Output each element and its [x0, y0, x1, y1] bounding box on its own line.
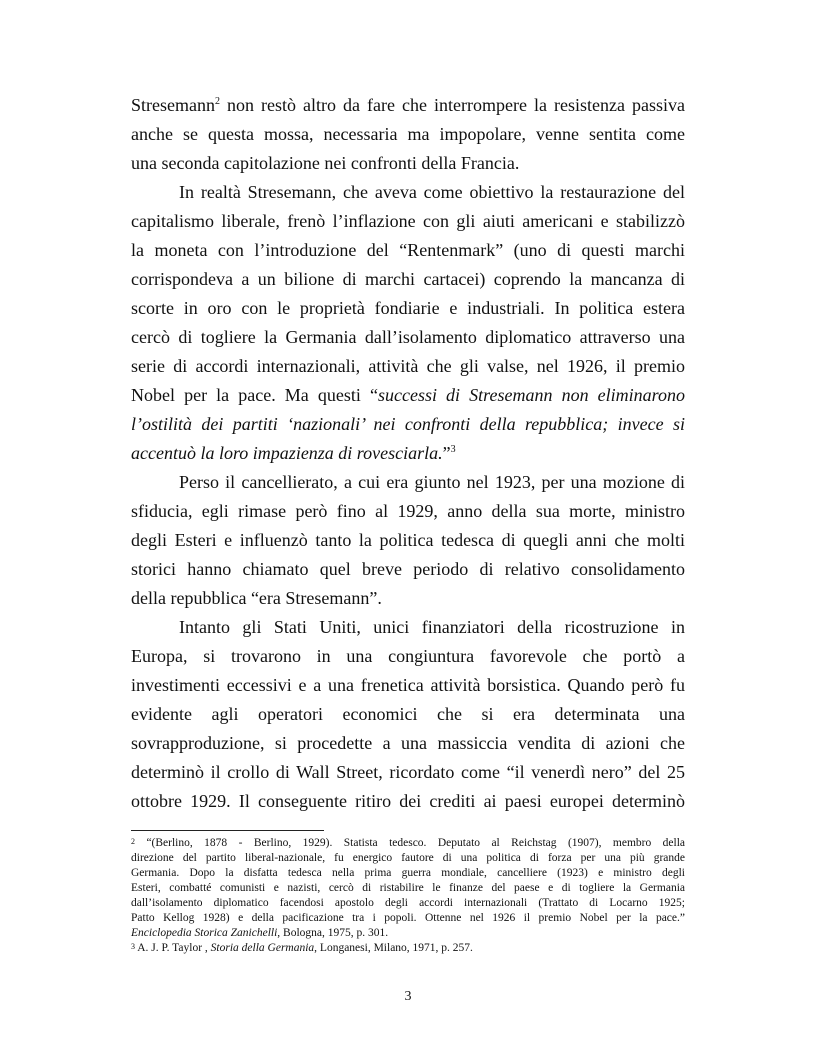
- text-line-17: storici hanno chiamato quel breve periodo di relativo consolidamento: [131, 559, 685, 579]
- text-line-14: Perso il cancellierato, a cui era giunto nel 1923, per una mozione di: [179, 472, 685, 492]
- footnote-3-mark: 3: [131, 942, 135, 951]
- footnote-2-line-1: [131, 836, 685, 851]
- line-11-plain: Nobel per la pace. Ma questi “: [131, 385, 378, 405]
- footnote-2-line-3: Germania. Dopo la disfatta tedesca nella prima guerra mondiale, cancelliere (1923) e ministro degli: [131, 867, 685, 879]
- text-line-22: evidente agli operatori economici che si era determinata una: [131, 704, 685, 724]
- text-line-13: [131, 442, 685, 464]
- text-line-16: degli Esteri e influenzò tanto la politica tedesca di quegli anni che molti: [131, 530, 685, 550]
- text-line-23: sovrapproduzione, si procedette a una massiccia vendita di azioni che: [131, 733, 685, 753]
- footnote-ref-2[interactable]: 2: [214, 96, 220, 107]
- text-line-10: serie di accordi internazionali, attività che gli valse, nel 1926, il premio: [131, 356, 685, 376]
- footnote-2-source-rest: , Bologna, 1975, p. 301.: [277, 927, 389, 939]
- quote-close: ”: [442, 443, 451, 463]
- footnote-2-text-1: “(Berlino, 1878 - Berlino, 1929). Statista tedesco. Deputato al Reichstag (1907), membro della: [146, 837, 686, 849]
- text-line-8: scorte in oro con le proprietà fondiarie e industriali. In politica estera: [131, 298, 685, 318]
- line-1-text: non restò altro da fare che interrompere la resistenza passiva: [227, 95, 686, 115]
- footnote-2-source-title: Enciclopedia Storica Zanichelli: [131, 927, 278, 939]
- text-line-15: sfiducia, egli rimase però fino al 1929, anno della sua morte, ministro: [131, 501, 685, 521]
- text-line-21: investimenti eccessivi e a una frenetica attività borsistica. Quando però fu: [131, 675, 685, 695]
- text-line-25: ottobre 1929. Il conseguente ritiro dei crediti ai paesi europei determinò: [131, 791, 685, 811]
- text-line-19: Intanto gli Stati Uniti, unici finanziatori della ricostruzione in: [179, 617, 685, 637]
- text-line-11: [131, 384, 685, 406]
- text-line-6: la moneta con l’introduzione del “Rentenmark” (uno di questi marchi: [131, 240, 685, 260]
- footnote-2-line-2: direzione del partito liberal-nazionale, fu energico fautore di una politica di forza per una più grande: [131, 852, 685, 864]
- text-line-5: capitalismo liberale, frenò l’inflazione con gli aiuti americani e stabilizzò: [131, 211, 685, 231]
- footnote-3-author: A. J. P. Taylor ,: [135, 942, 211, 954]
- footnote-3-title: Storia della Germania: [210, 942, 315, 954]
- text-line-20: Europa, si trovarono in una congiuntura favorevole che portò a: [131, 646, 685, 666]
- text-line-7: corrispondeva a un bilione di marchi cartacei) coprendo la mancanza di: [131, 269, 685, 289]
- text-line-24: determinò il crollo di Wall Street, ricordato come “il venerdì nero” del 25: [131, 762, 685, 782]
- text-line-3: una seconda capitolazione nei confronti della Francia.: [131, 153, 520, 173]
- footnote-ref-3[interactable]: 3: [450, 444, 456, 455]
- footnote-2-line-4: Esteri, combatté comunisti e nazisti, cercò di ristabilire le finanze del paese e di togliere la Germania: [131, 882, 685, 894]
- footnote-2-line-5: dall’isolamento diplomatico facendosi apostolo degli accordi internazionali (Trattato di Locarno 1925;: [131, 897, 685, 909]
- text-line-4: In realtà Stresemann, che aveva come obiettivo la restaurazione del: [179, 182, 685, 202]
- text-line-9: cercò di togliere la Germania dall’isolamento diplomatico attraverso una: [131, 327, 685, 347]
- footnote-2-line-7: [131, 926, 685, 941]
- footnote-3: [131, 941, 685, 956]
- footnote-separator: [131, 830, 324, 831]
- page-number: 3: [404, 989, 412, 1004]
- quote-italic-end: accentuò la loro impazienza di rovesciarla.: [131, 443, 443, 463]
- text-line-2: anche se questa mossa, necessaria ma impopolare, venne sentita come: [131, 124, 685, 144]
- footnote-2-mark: 2: [131, 837, 135, 846]
- text-line-12: l’ostilità dei partiti ‘nazionali’ nei confronti della repubblica; invece si: [131, 414, 685, 434]
- footnote-2-line-6: Patto Kellog 1928) e della pacificazione tra i popoli. Ottenne nel 1926 il premio Nobel per la pace.”: [131, 912, 685, 924]
- text-line-18: della repubblica “era Stresemann”.: [131, 588, 382, 608]
- stresemann-word: Stresemann: [131, 95, 215, 115]
- text-line-1: [131, 94, 685, 116]
- quote-italic-start: successi di Stresemann non eliminarono: [377, 385, 685, 405]
- footnote-3-rest: , Longanesi, Milano, 1971, p. 257.: [314, 942, 473, 954]
